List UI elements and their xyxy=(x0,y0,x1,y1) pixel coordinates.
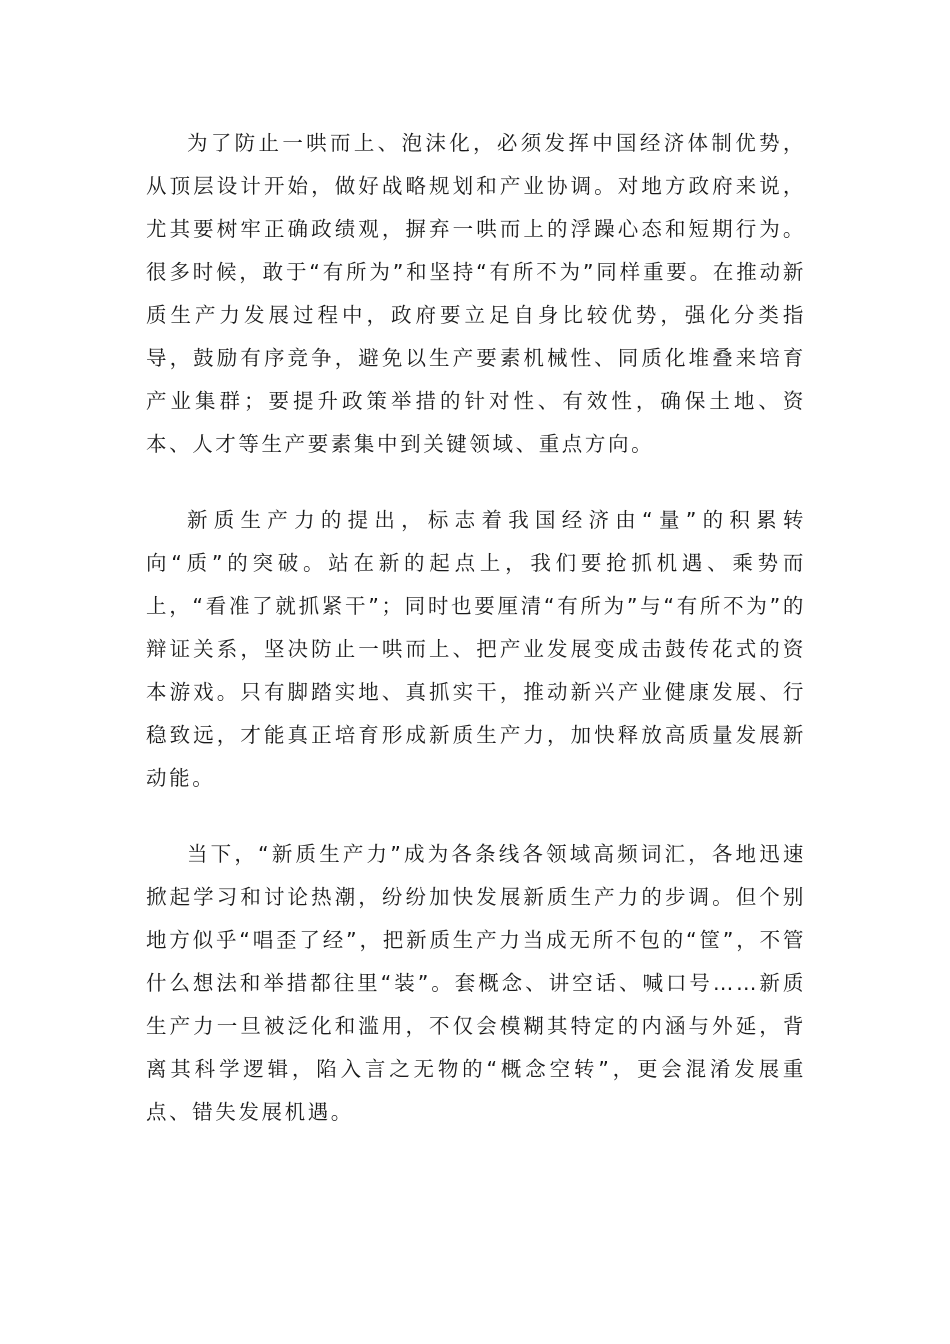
paragraph-1: 为了防止一哄而上、泡沫化，必须发挥中国经济体制优势，从顶层设计开始，做好战略规划和产业协调。对地方政府来说，尤其要树牢正确政绩观，摒弃一哄而上的浮躁心态和短期行为。很多时候，敢于“有所为”和坚持“有所不为”同样重要。在推动新质生产力发展过程中，政府要立足自身比较优势，强化分类指导，鼓励有序竞争，避免以生产要素机械性、同质化堆叠来培育产业集群；要提升政策举措的针对性、有效性，确保土地、资本、人才等生产要素集中到关键领域、重点方向。 xyxy=(146,131,806,456)
paragraph-2: 新质生产力的提出，标志着我国经济由“量”的积累转向“质”的突破。站在新的起点上，我们要抢抓机遇、乘势而上，“看准了就抓紧干”；同时也要厘清“有所为”与“有所不为”的辩证关系，坚决防止一哄而上、把产业发展变成击鼓传花式的资本游戏。只有脚踏实地、真抓实干，推动新兴产业健康发展、行稳致远，才能真正培育形成新质生产力，加快释放高质量发展新动能。 xyxy=(146,508,806,790)
document-body xyxy=(146,122,806,1134)
paragraph-3: 当下，“新质生产力”成为各条线各领域高频词汇，各地迅速掀起学习和讨论热潮，纷纷加快发展新质生产力的步调。但个别地方似乎“唱歪了经”，把新质生产力当成无所不包的“筐”，不管什么想法和举措都往里“装”。套概念、讲空话、喊口号……新质生产力一旦被泛化和滥用，不仅会模糊其特定的内涵与外延，背离其科学逻辑，陷入言之无物的“概念空转”，更会混淆发展重点、错失发展机遇。 xyxy=(146,842,806,1124)
